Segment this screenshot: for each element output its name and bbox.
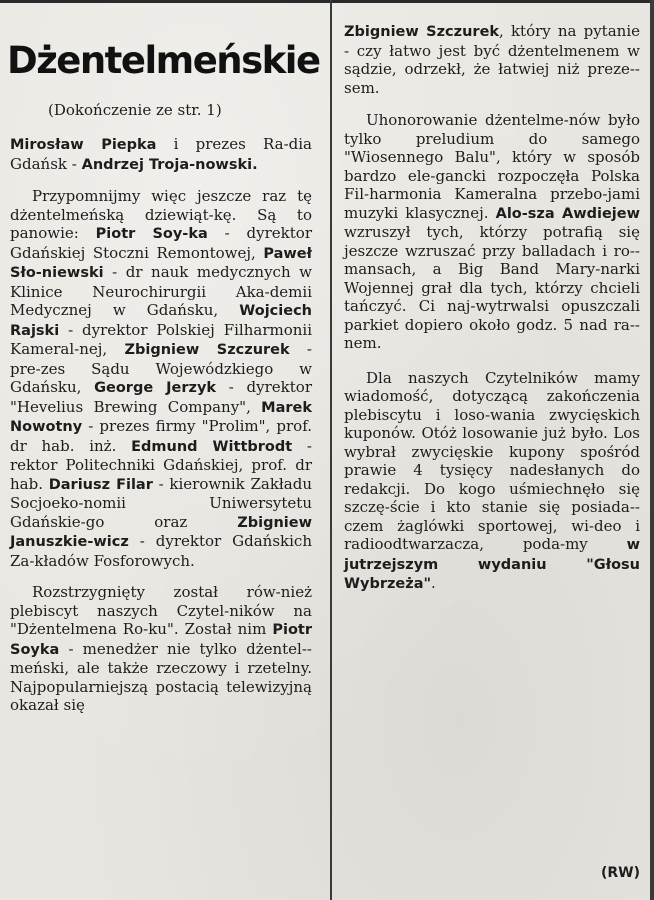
right-column [344, 22, 640, 594]
text-run: - rektor Politechniki Gdańskiej, prof. dr hab. [10, 436, 312, 493]
paragraph [10, 135, 312, 174]
bold-name-run: Zbigniew Szczurek [344, 24, 500, 40]
author-signature: (RW) [600, 865, 640, 881]
top-rule [0, 0, 654, 3]
paragraph [344, 22, 640, 97]
text-run: - dyrektor Gdańskich Za-kładów Fosforowych. [10, 532, 312, 570]
bold-name-run: Dariusz Filar [48, 476, 153, 493]
bold-name-run: George Jerzyk [94, 380, 217, 396]
text-run: . [431, 574, 436, 592]
bold-name-run: Paweł Sło-niewski [10, 245, 312, 281]
bold-name-run: Zbigniew Januszkie-wicz [10, 514, 312, 550]
text-run: Uhonorowanie dżentelme-nów było tylko preludium do samego "Wiosennego Balu", który w sposób bardzo ele-gancki rozpoczęła Polska Fil-harmonia Kameralna przebo-jami muzyki klasycznej. [344, 111, 640, 222]
bold-name-run: w jutrzejszym wydaniu "Głosu Wybrzeża" [344, 537, 640, 592]
bold-name-run: Piotr Soy-ka [95, 226, 208, 242]
text-run: - kierownik Zakładu Socjoeko-nomii Uniwersytetu Gdańskie-go oraz [10, 474, 313, 531]
text-run: - dyrektor Polskiej Filharmonii Kameral-nej, [10, 320, 312, 358]
bold-name-run: Piotr Soyka [10, 622, 312, 658]
text-run: - dyrektor "Hevelius Brewing Company", [10, 378, 312, 416]
paragraph [344, 369, 640, 594]
paragraph [10, 583, 312, 715]
paragraph [10, 187, 312, 570]
text-run: Dla naszych Czytelników mamy wiadomość, dotyczącą zakończenia plebiscytu i loso-wania zwycięskich kuponów. Otóż losowanie już było. Los wybrał zwycięskie kupony spośród prawie 4 tysięcy nadesłanych do redakcji. Do kogo uśmiechnęło się szczę-ście i kto stanie się posiada-czem żaglówki sportowej, wi-deo i radioodtwarzacza, poda-my [344, 368, 640, 553]
column-divider [330, 0, 332, 900]
left-column [10, 135, 312, 715]
continued-from-note: (Dokończenie ze str. 1) [48, 101, 222, 119]
bold-name-run: Wojciech Rajski [10, 303, 312, 339]
text-run: - prezes firmy "Prolim", prof. dr hab. inż. [10, 417, 312, 455]
bold-name-run: Edmund Wittbrodt [131, 438, 293, 455]
paragraph [344, 111, 640, 353]
text-run: , który na pytanie - czy łatwo jest być dżentelmenem w sądzie, odrzekł, że łatwiej niż preze-sem. [344, 22, 640, 97]
text-run: - menedżer nie tylko dżentel-meński, ale także rzeczowy i rzetelny. Najpopularniejszą postacią telewizyjną okazał się [10, 639, 312, 714]
text-run: Rozstrzygnięty został rów-nież plebiscyt naszych Czytel-ników na "Dżentelmena Ro-ku". Został nim [10, 583, 312, 638]
text-run: wzruszył tych, którzy potrafią się jeszcze wzruszać przy balladach i ro-mansach, a Big Band Mary-narki Wojennej grał dla tych, którzy chcieli tańczyć. Ci naj-wytrwalsi opuszczali parkiet dopiero około godz. 5 nad ra-nem. [344, 223, 640, 352]
bold-name-run: Zbigniew Szczurek [124, 342, 290, 358]
text-run: - dyrektor Gdańskiej Stoczni Remontowej, [10, 224, 312, 262]
headline: Dżentelmeńskie [7, 38, 320, 82]
text-run: Przypomnijmy więc jeszcze raz tę dżentelmeńską dziewiąt-kę. Są to panowie: [10, 187, 312, 242]
text-run: - pre-zes Sądu Wojewódzkiego w Gdańsku, [10, 340, 312, 396]
bold-name-run: Marek Nowotny [10, 399, 312, 435]
bold-name-run: Andrzej Troja-nowski. [81, 156, 258, 173]
right-edge-rule [650, 0, 654, 900]
text-run: - dr nauk medycznych w Klinice Neurochirurgii Aka-demii Medycznej w Gdańsku, [10, 263, 312, 319]
bold-name-run: Alo-sza Awdiejew [495, 205, 640, 222]
bold-name-run: Mirosław Piepka [10, 137, 157, 153]
text-run: i prezes Ra-dia Gdańsk - [10, 135, 312, 173]
